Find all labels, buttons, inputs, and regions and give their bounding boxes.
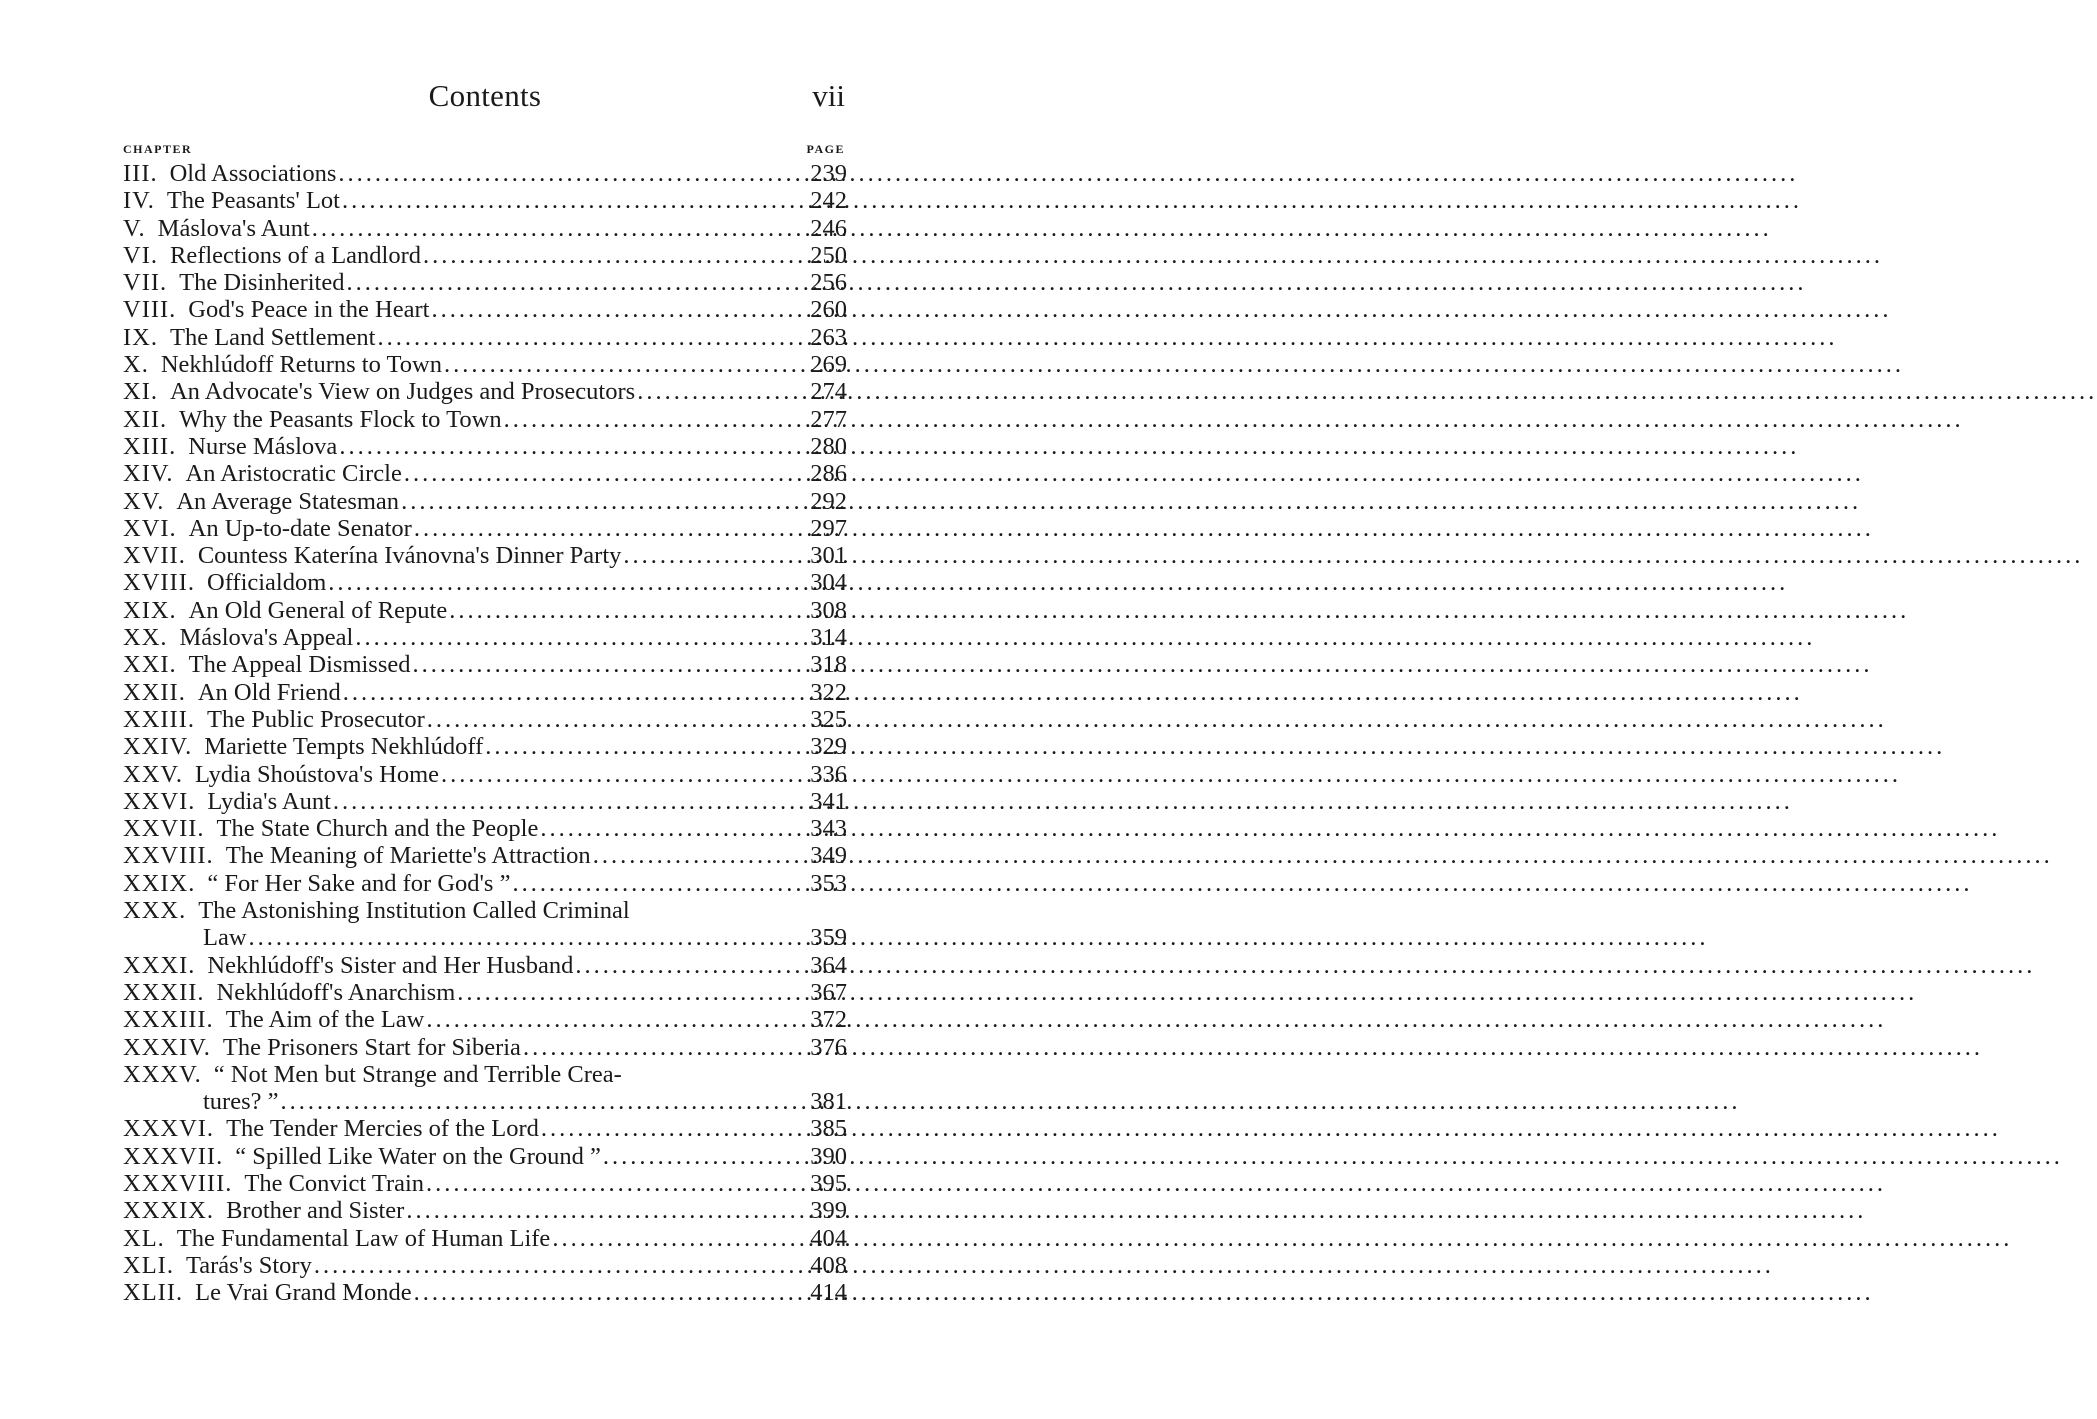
chapter-title: Le Vrai Grand Monde (195, 1279, 412, 1307)
toc-entry (123, 952, 847, 979)
dot-leader (342, 187, 791, 214)
toc-entry (123, 815, 847, 842)
toc-entry (123, 761, 847, 788)
toc-entry (123, 679, 847, 706)
chapter-number: XXIV. (123, 733, 193, 761)
chapter-number: XXII. (123, 678, 186, 706)
page-number: 301 (810, 542, 847, 570)
chapter-number: III. (123, 160, 158, 187)
chapter-number: XI. (123, 378, 158, 406)
chapter-number: XXVIII. (123, 842, 214, 870)
page-number: 269 (810, 351, 847, 379)
dot-leader (593, 842, 791, 869)
dot-leader (413, 651, 792, 678)
toc-entry (123, 1197, 847, 1224)
chapter-title: Nekhlúdoff Returns to Town (160, 351, 442, 379)
toc-entry (123, 433, 847, 460)
page-number: 399 (810, 1197, 847, 1225)
chapter-title: The Tender Mercies of the Lord (226, 1115, 539, 1143)
chapter-title: Máslova's Appeal (179, 624, 354, 652)
toc-entry (123, 1279, 847, 1306)
table-of-contents (123, 160, 847, 1306)
toc-entry (123, 1034, 847, 1061)
page-number: 239 (810, 160, 847, 187)
chapter-title: An Old Friend (197, 678, 341, 706)
page-number: 325 (810, 705, 847, 733)
chapter-title: Officialdom (207, 569, 327, 597)
page-number: 395 (810, 1169, 847, 1197)
toc-entry (123, 187, 847, 214)
dot-leader (603, 1143, 791, 1170)
page-number: 390 (810, 1142, 847, 1170)
chapter-number: XXXII. (123, 978, 205, 1006)
dot-leader (401, 488, 791, 515)
chapter-title: “ For Her Sake and for God's ” (207, 869, 511, 897)
toc-entry (123, 733, 847, 760)
page-number: 353 (810, 869, 847, 897)
dot-leader (623, 542, 791, 569)
chapter-number: XXXIV. (123, 1033, 211, 1061)
chapter-title: The Peasants' Lot (166, 187, 340, 215)
toc-entry (123, 1252, 847, 1279)
chapter-title: The Fundamental Law of Human Life (176, 1224, 551, 1252)
toc-entry (123, 1006, 847, 1033)
chapter-number: XIII. (123, 432, 177, 460)
page-number: 364 (810, 951, 847, 979)
chapter-title: Lydia's Aunt (207, 787, 331, 815)
dot-leader (414, 515, 791, 542)
toc-entry-wrapped (123, 897, 847, 952)
dot-leader (339, 433, 791, 460)
dot-leader (414, 1279, 791, 1306)
chapter-title-continuation: Law (203, 924, 247, 952)
toc-entry (123, 651, 847, 678)
dot-leader (423, 242, 791, 269)
chapter-title: Nekhlúdoff's Anarchism (216, 978, 456, 1006)
toc-entry (123, 788, 847, 815)
page-number: 246 (810, 214, 847, 242)
page-number: 341 (810, 787, 847, 815)
toc-entry (123, 351, 847, 378)
dot-leader (427, 706, 791, 733)
chapter-title: Countess Katerína Ivánovna's Dinner Party (197, 542, 622, 570)
chapter-number: XII. (123, 405, 168, 433)
chapter-title: Máslova's Aunt (157, 214, 310, 242)
page-number: 318 (810, 651, 847, 679)
contents-page (123, 78, 847, 1306)
chapter-number: XXX. (123, 897, 187, 925)
page-number: 256 (810, 269, 847, 297)
dot-leader (377, 324, 791, 351)
chapter-number: XXIX. (123, 869, 196, 897)
page-number: 329 (810, 733, 847, 761)
page-number: 292 (810, 487, 847, 515)
chapter-number: XXXVII. (123, 1142, 224, 1170)
toc-entry (123, 597, 847, 624)
chapter-title: The Public Prosecutor (207, 705, 425, 733)
chapter-title: God's Peace in the Heart (188, 296, 430, 324)
page-number: 376 (810, 1033, 847, 1061)
chapter-title-continuation: tures? ” (203, 1088, 279, 1116)
toc-entry (123, 1225, 847, 1252)
page-column-heading: PAGE (806, 142, 845, 156)
page-number: 277 (810, 405, 847, 433)
dot-leader (338, 160, 791, 187)
chapter-title: An Old General of Repute (188, 596, 448, 624)
toc-entry (123, 569, 847, 596)
dot-leader (575, 952, 791, 979)
dot-leader (333, 788, 791, 815)
page-number: 385 (810, 1115, 847, 1143)
toc-entry (123, 242, 847, 269)
chapter-number: VI. (123, 241, 158, 269)
toc-entry-wrapped (123, 1061, 847, 1116)
chapter-title: The Land Settlement (169, 323, 376, 351)
chapter-number: XXXI. (123, 951, 196, 979)
chapter-number: XIX. (123, 596, 177, 624)
chapter-number: XLII. (123, 1279, 184, 1307)
dot-leader (504, 406, 791, 433)
chapter-number: XXXVI. (123, 1115, 215, 1143)
chapter-title: Brother and Sister (226, 1197, 405, 1225)
chapter-title: Reflections of a Landlord (169, 241, 422, 269)
dot-leader (406, 1197, 791, 1224)
page-number: 314 (810, 624, 847, 652)
chapter-number: XXVI. (123, 787, 196, 815)
chapter-title: The Astonishing Institution Called Criminal (198, 897, 630, 925)
page-number: 286 (810, 460, 847, 488)
page-number: 297 (810, 514, 847, 542)
toc-entry (123, 269, 847, 296)
dot-leader (431, 296, 791, 323)
toc-entry (123, 515, 847, 542)
page-number: 263 (810, 323, 847, 351)
page-number: 304 (810, 569, 847, 597)
chapter-number: IV. (123, 187, 155, 215)
chapter-title: The State Church and the People (216, 815, 539, 843)
page-number: 308 (810, 596, 847, 624)
dot-leader (281, 1088, 792, 1115)
page-number: 404 (810, 1224, 847, 1252)
dot-leader (328, 569, 791, 596)
chapter-title: The Meaning of Mariette's Attraction (225, 842, 591, 870)
dot-leader (343, 679, 791, 706)
chapter-number: XL. (123, 1224, 165, 1252)
chapter-title: The Appeal Dismissed (188, 651, 411, 679)
chapter-number: XLI. (123, 1251, 174, 1279)
page-number: 381 (810, 1088, 847, 1116)
page-number: 274 (810, 378, 847, 406)
chapter-title: The Convict Train (244, 1169, 425, 1197)
page-number: 322 (810, 678, 847, 706)
page-number: 408 (810, 1251, 847, 1279)
dot-leader (426, 1006, 791, 1033)
chapter-number: XXXIX. (123, 1197, 215, 1225)
chapter-number: XXXVIII. (123, 1169, 233, 1197)
dot-leader (444, 351, 791, 378)
chapter-number: XVI. (123, 514, 177, 542)
dot-leader (449, 597, 791, 624)
chapter-title: Lydia Shoústova's Home (195, 760, 440, 788)
chapter-title: An Aristocratic Circle (185, 460, 402, 488)
chapter-title: Nekhlúdoff's Sister and Her Husband (207, 951, 574, 979)
toc-entry (123, 460, 847, 487)
chapter-number: VII. (123, 269, 168, 297)
toc-entry (123, 1143, 847, 1170)
page-title: Contents (428, 78, 542, 113)
chapter-number: XX. (123, 624, 168, 652)
dot-leader (426, 1170, 791, 1197)
chapter-number: XXV. (123, 760, 184, 788)
dot-leader (249, 924, 791, 951)
toc-entry (123, 215, 847, 242)
page-number: 372 (810, 1006, 847, 1034)
toc-entry (123, 296, 847, 323)
dot-leader (552, 1225, 791, 1252)
chapter-number: IX. (123, 323, 158, 351)
page-folio: vii (812, 78, 845, 113)
chapter-title: The Aim of the Law (225, 1006, 425, 1034)
chapter-title: Tarás's Story (185, 1251, 312, 1279)
dot-leader (346, 269, 791, 296)
dot-leader (485, 733, 791, 760)
toc-entry (123, 488, 847, 515)
page-number: 336 (810, 760, 847, 788)
toc-entry (123, 378, 847, 405)
dot-leader (457, 979, 791, 1006)
toc-entry (123, 1170, 847, 1197)
page-number: 280 (810, 432, 847, 460)
chapter-number: XVII. (123, 542, 186, 570)
toc-entry (123, 624, 847, 651)
page-number: 367 (810, 978, 847, 1006)
dot-leader (314, 1252, 791, 1279)
toc-entry (123, 706, 847, 733)
toc-entry (123, 406, 847, 433)
page-number: 349 (810, 842, 847, 870)
toc-entry (123, 160, 847, 187)
dot-leader (404, 460, 791, 487)
chapter-number: X. (123, 351, 149, 379)
toc-entry (123, 979, 847, 1006)
chapter-title: An Up-to-date Senator (188, 514, 412, 542)
chapter-number: XV. (123, 487, 165, 515)
dot-leader (312, 215, 791, 242)
page-number: 343 (810, 815, 847, 843)
dot-leader (523, 1034, 791, 1061)
chapter-number: XVIII. (123, 569, 195, 597)
chapter-number: XXXIII. (123, 1006, 214, 1034)
page-number: 242 (810, 187, 847, 215)
dot-leader (541, 1115, 791, 1142)
chapter-title: An Advocate's View on Judges and Prosecutors (169, 378, 636, 406)
toc-entry (123, 1115, 847, 1142)
chapter-title: Old Associations (169, 160, 337, 187)
running-header (123, 78, 847, 122)
chapter-number: XXIII. (123, 705, 195, 733)
chapter-number: V. (123, 214, 146, 242)
page-number: 359 (810, 924, 847, 952)
chapter-column-heading: CHAPTER (123, 142, 193, 156)
chapter-number: XXXV. (123, 1060, 202, 1088)
chapter-title: An Average Statesman (176, 487, 400, 515)
chapter-title: “ Spilled Like Water on the Ground ” (235, 1142, 601, 1170)
chapter-title: The Disinherited (179, 269, 345, 297)
toc-entry (123, 542, 847, 569)
dot-leader (540, 815, 791, 842)
chapter-title: Nurse Máslova (188, 432, 338, 460)
chapter-title: Why the Peasants Flock to Town (179, 405, 502, 433)
chapter-number: XXVII. (123, 815, 205, 843)
chapter-title: Mariette Tempts Nekhlúdoff (204, 733, 484, 761)
chapter-title: “ Not Men but Strange and Terrible Crea- (213, 1060, 622, 1088)
dot-leader (512, 870, 791, 897)
page-number: 250 (810, 241, 847, 269)
dot-leader (441, 761, 791, 788)
chapter-number: VIII. (123, 296, 177, 324)
toc-entry (123, 870, 847, 897)
column-headings (123, 138, 847, 160)
chapter-number: XIV. (123, 460, 174, 488)
chapter-number: XXI. (123, 651, 177, 679)
dot-leader (355, 624, 791, 651)
toc-entry (123, 324, 847, 351)
toc-entry (123, 842, 847, 869)
dot-leader (637, 378, 791, 405)
page-number: 414 (810, 1279, 847, 1307)
chapter-title: The Prisoners Start for Siberia (222, 1033, 521, 1061)
page-number: 260 (810, 296, 847, 324)
